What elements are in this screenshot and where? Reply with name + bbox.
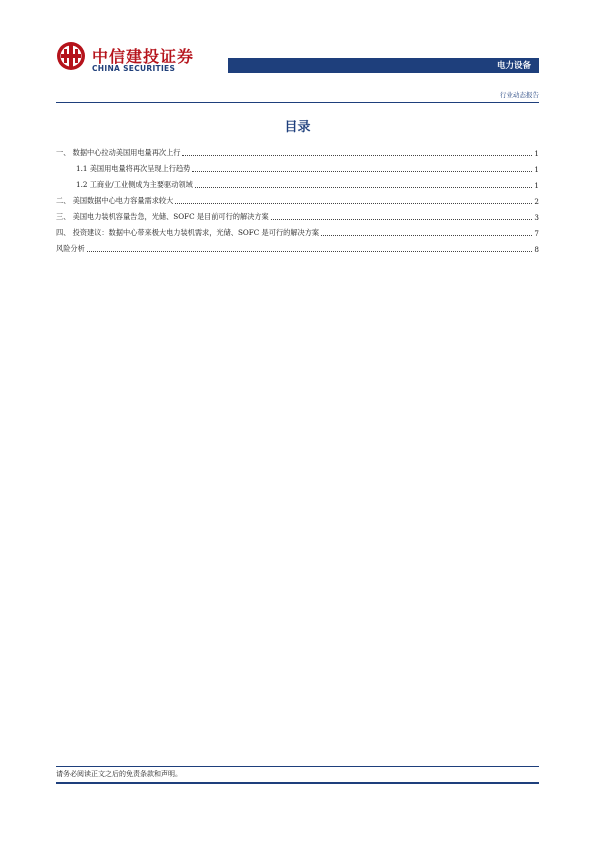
toc-entry-3[interactable] xyxy=(56,206,539,222)
toc-entry-page: 1 xyxy=(534,181,539,190)
toc-entry-1-2[interactable] xyxy=(56,174,539,190)
footer-divider-top xyxy=(56,766,539,767)
brand-name-cn: 中信建投证券 xyxy=(92,47,195,66)
header-divider xyxy=(56,102,539,103)
toc-entry-risk[interactable] xyxy=(56,238,539,254)
toc-entry-page: 1 xyxy=(534,165,539,174)
toc-entry-label: 一、 数据中心拉动美国用电量再次上行 xyxy=(56,148,181,157)
header-bar xyxy=(228,58,539,73)
toc-entry-4[interactable] xyxy=(56,222,539,238)
report-type: 行业动态报告 xyxy=(500,91,539,99)
toc-leader xyxy=(195,187,533,188)
toc-entry-label: 二、 美国数据中心电力容量需求较大 xyxy=(56,196,174,205)
toc-leader xyxy=(175,203,532,204)
toc-leader xyxy=(321,235,532,236)
toc-entry-page: 7 xyxy=(534,229,539,238)
brand-name-en: CHINA SECURITIES xyxy=(92,64,176,73)
toc-leader xyxy=(182,155,532,156)
toc-entry-label: 1.1 美国用电量将再次呈现上行趋势 xyxy=(76,164,191,173)
toc-entry-page: 3 xyxy=(534,213,539,222)
toc-entry-label: 四、 投资建议：数据中心带来极大电力装机需求，光储、SOFC 是可行的解决方案 xyxy=(56,228,320,237)
sector-label: 电力设备 xyxy=(496,61,531,71)
toc-leader xyxy=(87,251,533,252)
toc-entry-1-1[interactable] xyxy=(56,158,539,174)
toc-leader xyxy=(192,171,532,172)
table-of-contents xyxy=(56,142,539,254)
toc-entry-label: 风险分析 xyxy=(56,244,85,253)
toc-entry-page: 8 xyxy=(534,245,539,254)
footer-divider-bottom xyxy=(56,782,539,784)
toc-leader xyxy=(271,219,533,220)
toc-entry-1[interactable] xyxy=(56,142,539,158)
toc-entry-label: 三、 美国电力装机容量告急，光储、SOFC 是目前可行的解决方案 xyxy=(56,212,269,221)
footer-disclaimer: 请务必阅读正文之后的免责条款和声明。 xyxy=(56,770,182,778)
toc-entry-page: 1 xyxy=(534,149,539,158)
china-securities-logo-icon xyxy=(56,41,86,71)
toc-entry-page: 2 xyxy=(534,197,539,206)
toc-entry-label: 1.2 工商业/工业侧成为主要驱动领域 xyxy=(76,180,193,189)
toc-entry-2[interactable] xyxy=(56,190,539,206)
toc-title: 目录 xyxy=(284,120,311,135)
